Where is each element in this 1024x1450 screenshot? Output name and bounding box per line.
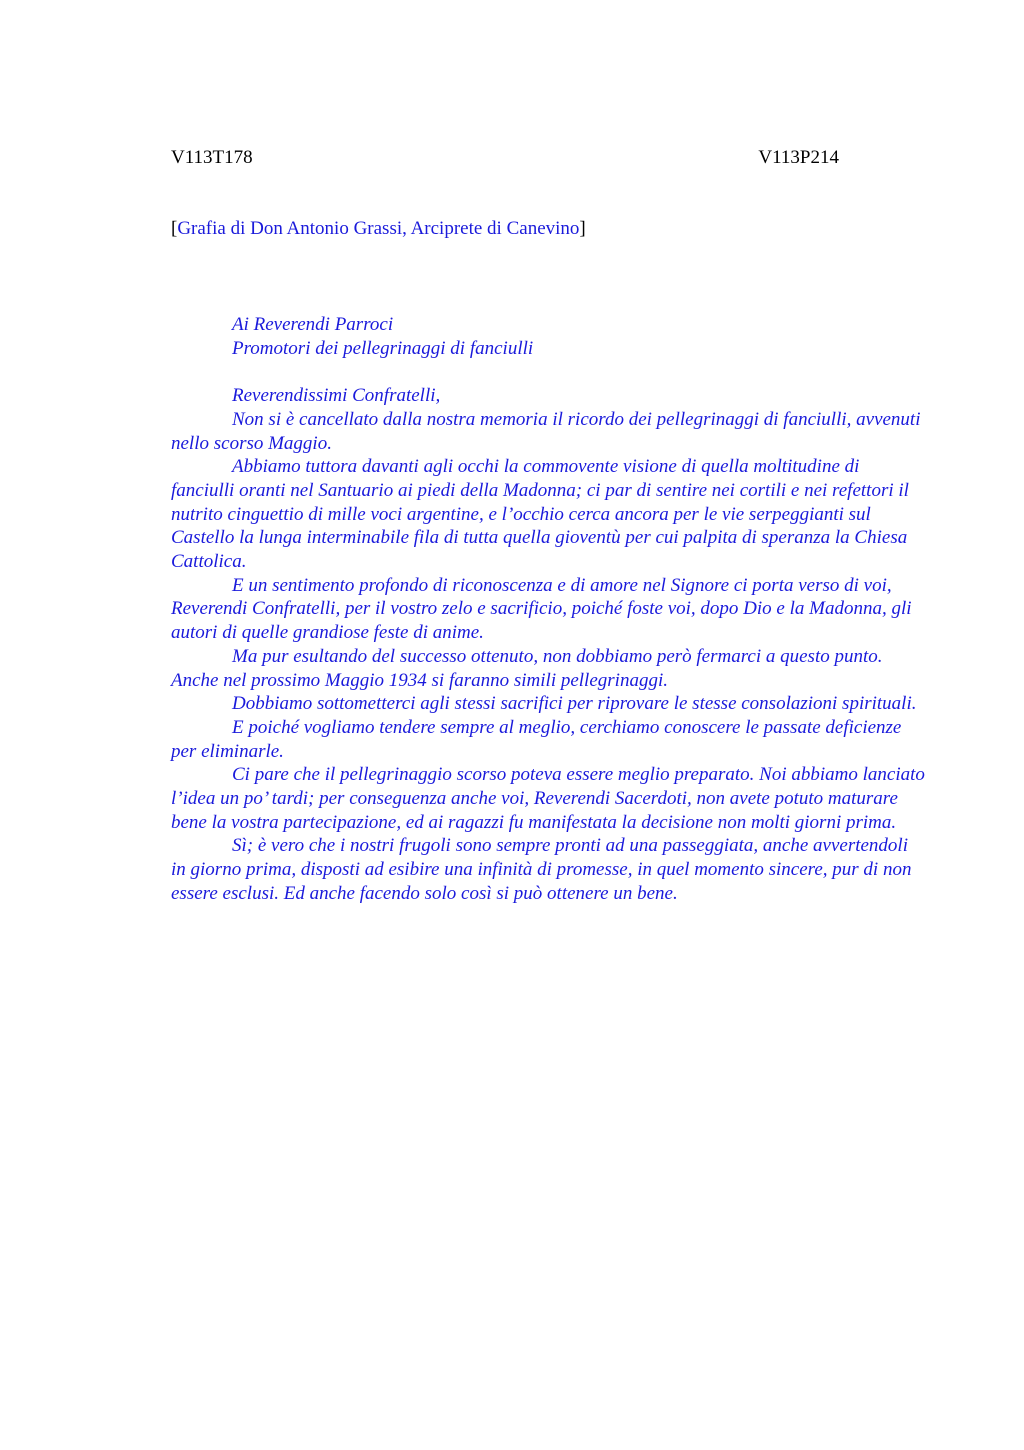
address-line-1: Ai Reverendi Parroci xyxy=(232,314,394,335)
letter-body xyxy=(171,313,926,906)
paragraph: E poiché vogliamo tendere sempre al meglio, cerchiamo conoscere le passate deficienze per eliminarle. xyxy=(171,716,902,762)
address-line-2: Promotori dei pellegrinaggi di fanciulli xyxy=(232,337,534,359)
paragraph: Non si è cancellato dalla nostra memoria il ricordo dei pellegrinaggi di fanciulli, avvenuti nello scorso Maggio. xyxy=(171,408,921,454)
blank-line xyxy=(171,360,926,384)
paragraph: Sì; è vero che i nostri frugoli sono sempre pronti ad una passeggiata, anche avvertendoli in giorno prima, disposti ad esibire una infinità di promesse, in quel momento sincere, pur di non essere esclusi. Ed anche facendo solo così si può ottenere un bene. xyxy=(171,835,912,904)
note-text: Grafia di Don Antonio Grassi, Arciprete di Canevino xyxy=(177,218,580,239)
note-open-bracket: [ xyxy=(171,218,178,239)
salutation: Reverendissimi Confratelli, xyxy=(232,385,441,407)
note-close-bracket: ] xyxy=(579,218,586,239)
header-right-code: V113P214 xyxy=(758,147,839,168)
paragraph: Ci pare che il pellegrinaggio scorso poteva essere meglio preparato. Noi abbiamo lanciato l’idea un po’ tardi; per conseguenza anche voi, Reverendi Sacerdoti, non avete potuto maturare bene la vostra partecipazione, ed ai ragazzi fu manifestata la decisione non molti giorni prima. xyxy=(171,764,925,833)
handwriting-note xyxy=(171,218,586,240)
header-left-code: V113T178 xyxy=(171,147,253,168)
paragraph: Dobbiamo sottometterci agli stessi sacrifici per riprovare le stesse consolazioni spirituali. xyxy=(232,693,917,715)
paragraph: E un sentimento profondo di riconoscenza e di amore nel Signore ci porta verso di voi, Reverendi Confratelli, per il vostro zelo e sacrificio, poiché foste voi, dopo Dio e la Madonna, gli autori di quelle grandiose feste di anime. xyxy=(171,574,912,644)
paragraph: Ma pur esultando del successo ottenuto, non dobbiamo però fermarci a questo punto. Anche nel prossimo Maggio 1934 si faranno simili pellegrinaggi. xyxy=(171,645,883,691)
paragraph: Abbiamo tuttora davanti agli occhi la commovente visione di quella moltitudine di fanciulli oranti nel Santuario ai piedi della Madonna; ci par di sentire nei cortili e nei refettori il nutrito cinguettio di mille voci argentine, e l’occhio cerca ancora per le vie serpeggianti sul Castello la lunga interminabile fila di tutta quella gioventù per cui palpita di speranza la Chiesa Cattolica. xyxy=(171,456,909,573)
